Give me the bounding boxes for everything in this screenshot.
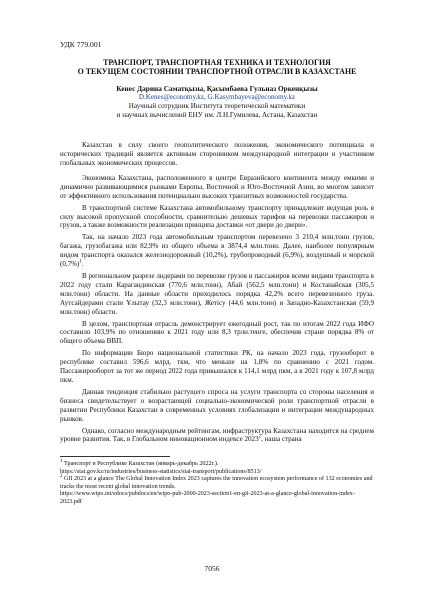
footnote-2-url[interactable]: https://www.wipo.int/edocs/pubdocs/en/wipo-pub-2000-2023-section1-en-gii-2023-at-a-glance-global-innovation-index-2023.pdf xyxy=(60,491,355,505)
paragraph-4-text: Так, на начало 2023 года автомобильным транспортом перевезено 3 210,4 млн.тонн грузов, багажа, грузобагажа или 82,9% из общего объема в 3874,4 млн.тонн. Далее, наиболее популярным видом транспорта оказался железнодорожный (10,2%), трубопроводный (6,9%), воздушный и морской (0,7%) xyxy=(60,233,374,269)
article-title xyxy=(60,58,374,77)
paragraph-3: В транспортной системе Казахстана автомобильному транспорту принадлежит ведущая роль в силу высокой пропускной способности, сравнительно дешевых тарифов на перевозки пассажиров и грузов, а также возможности реализации принципа доставки «от двери до двери». xyxy=(60,203,374,230)
paragraph-2: Экономика Казахстана, расположенного в центре Евразийского континента между емкими и динамично развивающимися рынками Европы, Восточной и Юго-Восточной Азии, во многом зависит от эффективного использования потенциально высоких транзитных возможностей государства. xyxy=(60,173,374,200)
page-number: 7056 xyxy=(204,564,220,573)
affiliation-line-1: Научный сотрудник Института теоретической математики xyxy=(128,101,306,110)
author-emails xyxy=(60,93,374,102)
footnote-1-url[interactable]: https://stat.gov.kz/ru/industries/business-statistics/stat-transport/publications/8513/ xyxy=(60,468,262,475)
footnotes xyxy=(60,461,374,506)
paragraph-4: Так, на начало 2023 года автомобильным транспортом перевезено 3 210,4 млн.тонн грузов, багажа, грузобагажа или 82,9% из общего объема в 3874,4 млн.тонн. Далее, наиболее популярным видом транспорта оказался железнодорожный (10,2%), трубопроводный (6,9%), воздушный и морской $(0,7\%)^1$. xyxy=(60,233,374,269)
udk-code: УДК 779.001 xyxy=(60,40,102,49)
footnote-2: $^2$ GII 2023 at a glance The Global Innovation Index 2023 captures the innovation ecosystem performance of 132 economies and tracks the most recent global innovation trends. https://www.wipo.int/edocs/pubdocs/en/wipo-pub-2000-2023-section1-en-gii-2023-at-a-glance-global-innovation-index-2023.pdf xyxy=(60,474,373,505)
footnote-ref-2[interactable]: 2 xyxy=(258,435,262,441)
authors: Кенес Дарина Саматқызы, Қасымбаева Гульназ Оркенқызы xyxy=(116,83,318,93)
title-line-1: ТРАНСПОРТ, ТРАНСПОРТНАЯ ТЕХНИКА И ТЕХНОЛОГИЯ xyxy=(103,58,331,67)
footnote-divider xyxy=(60,456,170,457)
paragraph-7: По информации Бюро национальной статистики РК, на начало 2023 года, грузооборот в республике составил 596,6 млрд. ткм, что меньше на 1,8% по сравнению с 2021 годом. Пассажирооборот за тот же период 2022 года привышался к 114,1 млрд пкм, а в 2021 году к 107,8 млрд пкм. xyxy=(60,349,374,384)
email-separator: , xyxy=(204,92,208,101)
email-link-1[interactable]: D.Kenes@economy.kz xyxy=(138,92,204,101)
paragraph-1: Казахстан в силу своего геополитического положения, экономического потенциала и исторических традиций является активным сторонником международной интеграции и участником глобальных экономических процессов. xyxy=(60,141,374,168)
paragraph-8: Данная тенденция стабильно растущего спроса на услуги транспорта со стороны населения и бизнеса свидетельствует о возрастающей социально-экономической роли транспортной отрасли в развитии Республики Казахстан в современных условиях глобализации и интеграции международных рынков. xyxy=(60,387,374,423)
footnote-1: $^1$ Транспорт в Республике Казахстан (январь-декабрь 2022г.). https://stat.gov.kz/ru/industries/business-statistics/stat-transport/publications/8513/ xyxy=(60,459,262,475)
footnote-ref-1[interactable]: 1 xyxy=(79,259,82,265)
affiliation xyxy=(60,102,374,120)
paragraph-9-text: Однако, согласно международным рейтингам, инфраструктура Казахстана находится на среднем уровне развития. Так, в Глобальном инновационном индексе 2023 xyxy=(60,426,374,444)
affiliation-line-2: и научных вычислений ЕНУ им. Л.Н.Гумилева, Астана, Казахстан xyxy=(116,111,318,120)
email-link-2[interactable]: G.Kasymbayeva@economy.kz xyxy=(207,92,296,101)
title-line-2: О ТЕКУЩЕМ СОСТОЯНИИ ТРАНСПОРТНОЙ ОТРАСЛИ В КАЗАХСТАНЕ xyxy=(77,67,357,77)
article-body xyxy=(60,141,374,444)
paragraph-6: В целом, транспортная отрасль демонстрирует ежегодный рост, так по итогам 2022 года ИФО составило 103,9% по отношению к 2021 году или 8,3 трлн.тенге, обеспечив стране порядка 8% от общего объема ВВП. xyxy=(60,319,374,346)
paragraph-5: В региональном разрезе лидерами по перевозке грузов и пассажиров всеми видами транспорта в 2022 году стали Карагандинская (770,6 млн.тонн), Абай (562,5 млн.тонн) и Костанайская (305,5 млн.тонн) области. На данные области приходилось порядка 42,2% всего перевезенного груза. Аутсайдерами стали Ұлытау (32,3 млн.тонн), Жетісу (44,6 млн.тонн) и Западно-Казахстанская (59,9 млн.тонн) области. xyxy=(60,272,374,316)
paragraph-9: Однако, согласно международным рейтингам, инфраструктура Казахстана находится на среднем уровне развития. Так, в Глобальном инновационном индексе 2023$^2$, наша страна xyxy=(60,426,374,444)
